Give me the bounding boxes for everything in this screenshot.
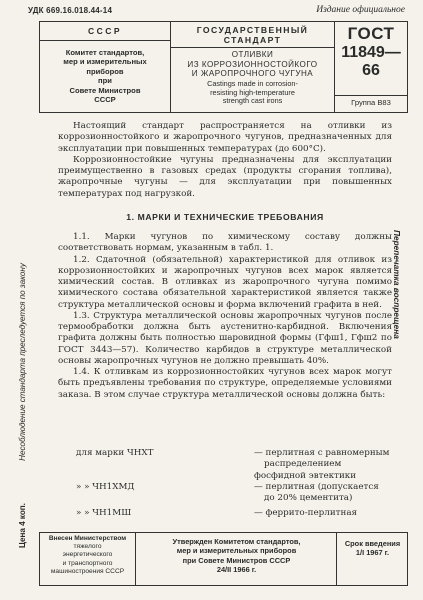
gost-cell — [335, 22, 407, 112]
reprint-notice: Перепечатка воспрещена — [392, 230, 402, 339]
grade-desc-chn1hmd: — перлитная (допускается до 20% цементита) — [254, 482, 379, 504]
paragraph: Настоящий стандарт распространяется на отливки из коррозионностойкого и жаропрочного чугунов, предназначенных для эксплуатации при повышенных температурах (до 600°С). — [58, 121, 392, 154]
intro-text — [58, 121, 392, 200]
effective-date: Срок введения 1/I 1967 г. — [344, 539, 401, 558]
clause-1-3: 1.3. Структура металлической основы жаропрочных чугунов после термообработки должна быть аустенитно-карбидной. Включения графита должны быть полностью шаровидной формы (Гфш1, Гфш2 по ГОСТ 3443—57). Количество карбидов в структуре металлической основы жаропрочных чугунов не должно превышать 40%. — [58, 310, 392, 366]
grade-desc-chn1msh: — феррито-перлитная — [254, 508, 358, 518]
english-title: Castings made in corrosion- resisting high-temperature strength cast irons — [207, 79, 298, 106]
grade-label-chn1msh: » » ЧН1МШ — [76, 508, 132, 518]
gost-number: 11849—66 — [341, 44, 401, 79]
approved-by: Утвержден Комитетом стандартов, мер и измерительных приборов при Совете Министров СССР 24/II 1966 г. — [137, 533, 337, 585]
section-heading: 1. МАРКИ И ТЕХНИЧЕСКИЕ ТРЕБОВАНИЯ — [126, 212, 324, 222]
group-code: Группа В83 — [351, 98, 391, 107]
price-label: Цена 4 коп. — [18, 503, 27, 548]
country-label: СССР — [87, 26, 123, 36]
grade-label-chn1hmd: » » ЧН1ХМД — [76, 482, 135, 492]
clause-1-2: 1.2. Сдаточной (обязательной) характеристикой для отливок из коррозионностойких и жаропрочных чугунов всех марок является химический состав. В отливках из жаропрочного чугуна помимо химического состава обязательной характеристикой является также структура металлической основы и форма включений графита в ней. — [58, 254, 392, 310]
committee-name: Комитет стандартов, мер и измерительных приборов при Совете Министров СССР — [63, 48, 147, 105]
clause-1-1: 1.1. Марки чугунов по химическому составу должны соответствовать нормам, указанным в табл. 1. — [58, 232, 392, 254]
legal-warning: Несоблюдение стандарта преследуется по закону — [18, 263, 27, 461]
udk-code: УДК 669.16.018.44-14 — [28, 6, 113, 15]
submitted-by: Внесен Министерством тяжелого энергетического и транспортного машиностроения СССР — [40, 533, 136, 585]
footer-frame — [39, 532, 408, 586]
header-frame — [39, 21, 408, 113]
clause-1-4: 1.4. К отливкам из коррозионностойких чугунов всех марок могут быть предъявлены требования по структуре, определяемые условиями заказа. В этом случае структура металлической основы должна быть: — [58, 367, 392, 400]
left-margin-notes — [18, 168, 27, 548]
grade-desc-chnht: — перлитная с равномерным распределением фосфидной эвтектики — [254, 448, 390, 481]
title-cell — [171, 22, 335, 112]
gost-label: ГОСТ — [347, 24, 395, 43]
document-title: ОТЛИВКИ ИЗ КОРРОЗИОННОСТОЙКОГО И ЖАРОПРОЧНОГО ЧУГУНА — [187, 50, 318, 78]
edition-label: Издание официальное — [316, 5, 405, 15]
paragraph: Коррозионностойкие чугуны предназначены для эксплуатации преимущественно в газовых средах (продукты сгорания топлива), жаропрочные чугуны — для эксплуатации при повышенных температурах под нагрузкой. — [58, 154, 392, 199]
grade-label-chnht: для марки ЧНХТ — [76, 448, 154, 458]
issuer-cell — [40, 22, 171, 112]
clauses — [58, 232, 392, 401]
standard-type: ГОСУДАРСТВЕННЫЙ СТАНДАРТ — [196, 25, 309, 45]
